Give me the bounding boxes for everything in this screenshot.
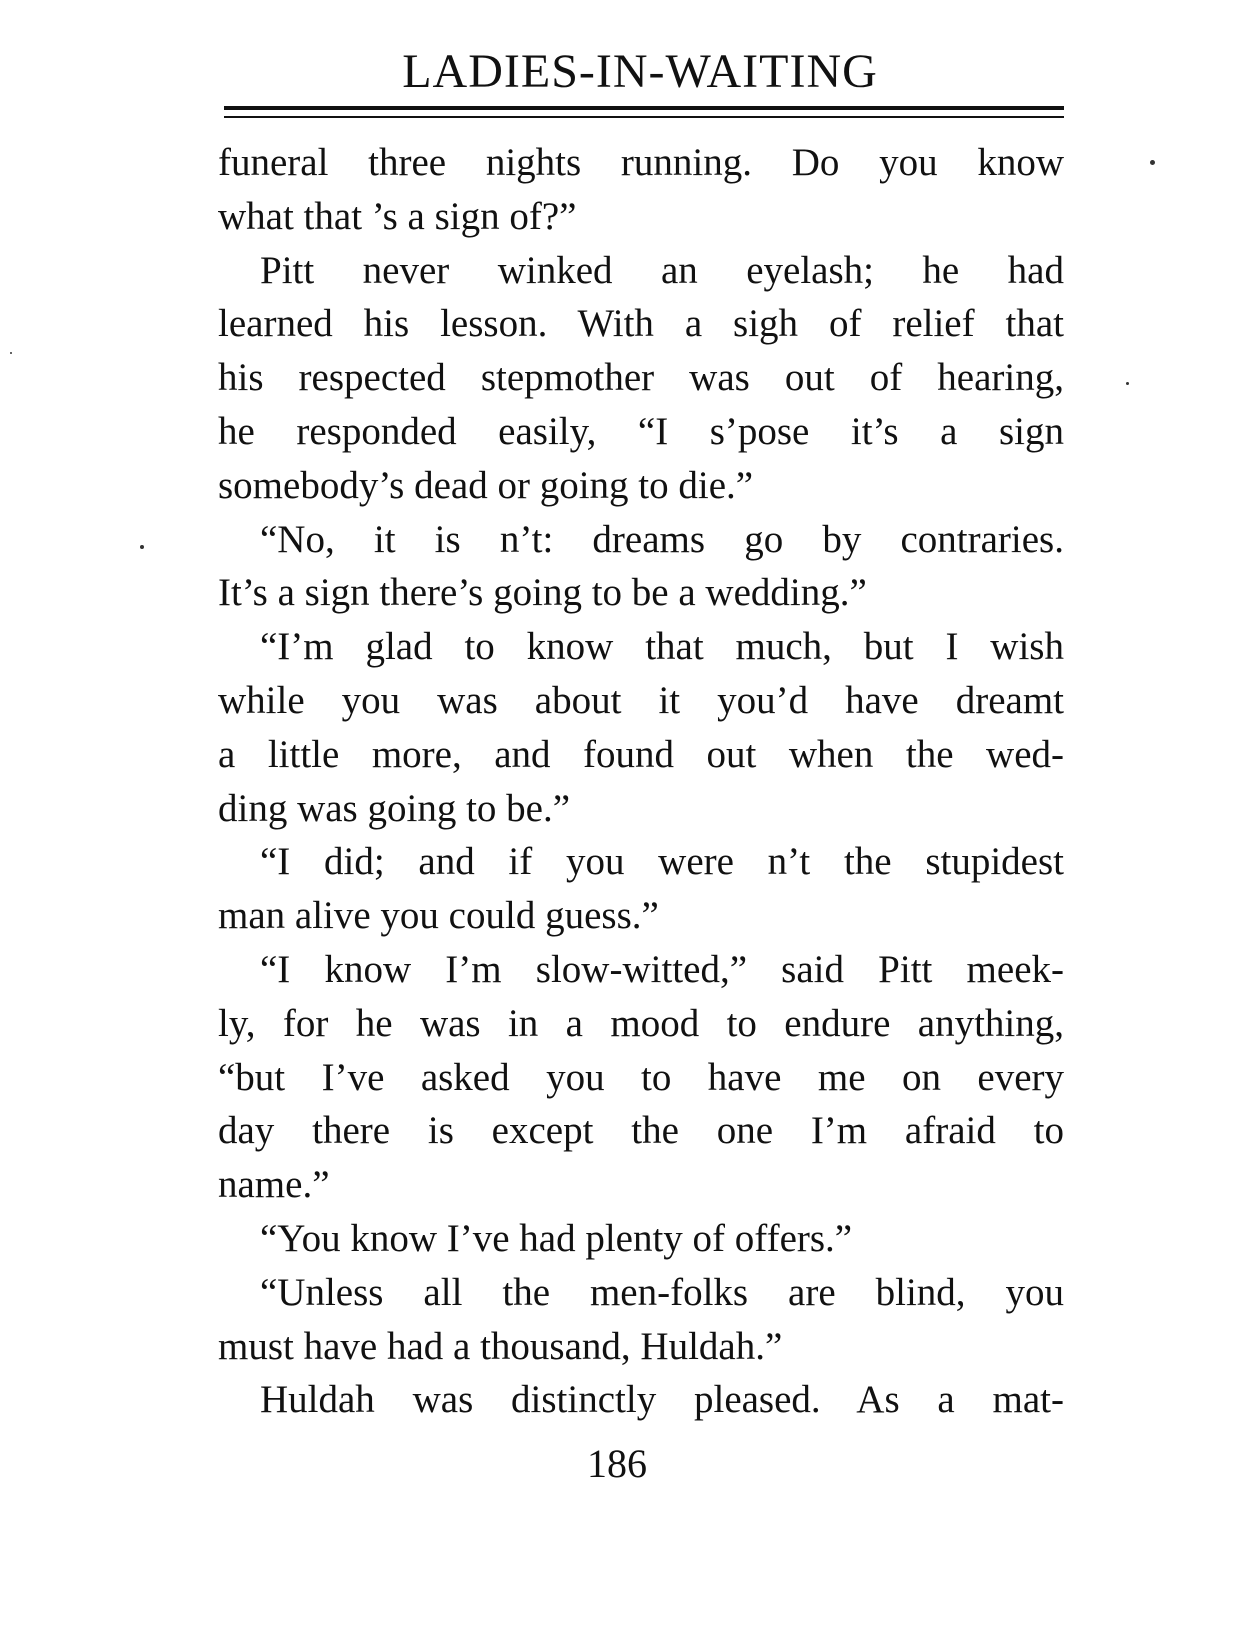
text-line: learned his lesson. With a sigh of relief that xyxy=(218,302,1064,346)
text-line: Huldah was distinctly pleased. As a mat- xyxy=(260,1378,1064,1422)
text-line: must have had a thousand, Huldah.” xyxy=(218,1324,783,1368)
ink-speck xyxy=(1150,160,1155,165)
text-line: day there is except the one I’m afraid to xyxy=(218,1109,1064,1153)
text-line: ding was going to be.” xyxy=(218,786,571,830)
ink-speck xyxy=(1126,382,1129,385)
text-line: while you was about it you’d have dreamt xyxy=(218,678,1064,722)
text-line: “I did; and if you were n’t the stupidest xyxy=(260,840,1064,884)
text-line: “No, it is n’t: dreams go by contraries. xyxy=(260,517,1064,561)
text-line: “You know I’ve had plenty of offers.” xyxy=(260,1216,853,1260)
ink-speck xyxy=(140,545,144,549)
text-line: he responded easily, “I s’pose it’s a sign xyxy=(218,409,1064,453)
ink-speck xyxy=(10,352,12,354)
text-line: funeral three nights running. Do you know xyxy=(218,141,1064,184)
text-line: ly, for he was in a mood to endure anything, xyxy=(218,1001,1064,1045)
text-line: It’s a sign there’s going to be a wedding.” xyxy=(218,571,867,615)
header-rule-thin xyxy=(224,116,1064,118)
text-line: his respected stepmother was out of hearing, xyxy=(218,356,1064,400)
page-number: 186 xyxy=(587,1441,647,1486)
text-line: man alive you could guess.” xyxy=(218,894,659,938)
text-line: somebody’s dead or going to die.” xyxy=(218,463,754,507)
text-line: “I know I’m slow-witted,” said Pitt meek- xyxy=(260,947,1064,991)
text-line: a little more, and found out when the wed- xyxy=(218,732,1064,776)
text-line: “Unless all the men-folks are blind, you xyxy=(260,1270,1064,1314)
text-line: “but I’ve asked you to have me on every xyxy=(218,1055,1064,1099)
text-line: Pitt never winked an eyelash; he had xyxy=(260,248,1064,292)
text-line: name.” xyxy=(218,1163,330,1207)
body-text xyxy=(218,136,1064,1427)
header-rule-thick xyxy=(224,106,1064,110)
running-head: LADIES-IN-WAITING xyxy=(402,45,878,98)
text-line: what that ’s a sign of?” xyxy=(218,194,577,238)
text-line: “I’m glad to know that much, but I wish xyxy=(260,625,1064,669)
